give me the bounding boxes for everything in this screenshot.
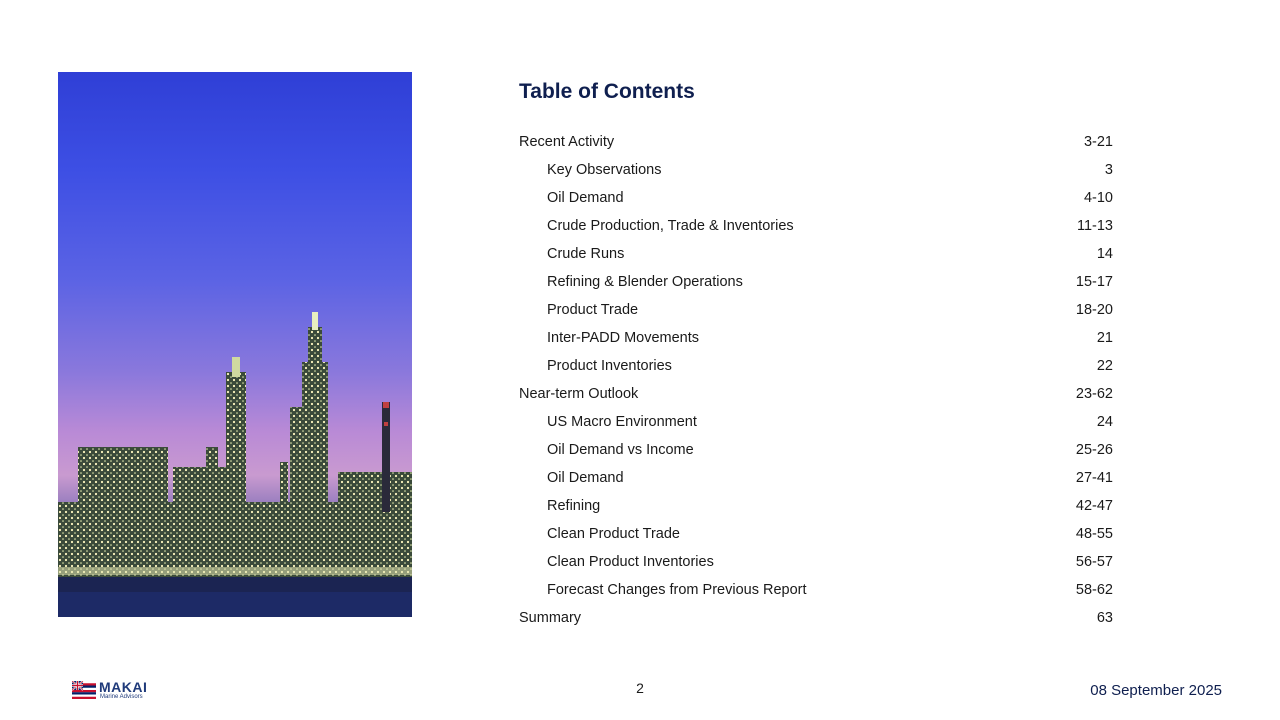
refinery-silhouette [58,72,412,617]
toc-entry [519,380,1113,408]
toc-entry-label: Forecast Changes from Previous Report [547,582,807,598]
toc-entry-page: 25-26 [1075,442,1113,458]
toc-entry [519,520,1113,548]
toc-entry-label: Refining & Blender Operations [547,274,743,290]
toc-entry-page: 18-20 [1075,302,1113,318]
toc-entry-page: 42-47 [1075,498,1113,514]
toc-entry-label: Near-term Outlook [519,386,639,402]
toc-entry [519,548,1113,576]
table-of-contents [519,128,1113,632]
toc-entry [519,268,1113,296]
toc-entry-page: 24 [1096,414,1113,430]
toc-entry-page: 21 [1096,330,1113,346]
toc-entry-page: 27-41 [1075,470,1113,486]
toc-entry [519,128,1113,156]
toc-entry [519,240,1113,268]
toc-entry [519,184,1113,212]
page-number: 2 [636,680,644,696]
refinery-photo [58,72,412,617]
toc-entry-label: Crude Production, Trade & Inventories [547,218,794,234]
logo-name: MAKAI [99,679,148,695]
toc-entry-page: 22 [1096,358,1113,374]
toc-entry-page: 3 [1104,162,1113,178]
toc-entry-label: Oil Demand [547,470,624,486]
toc-entry [519,296,1113,324]
toc-entry-label: Key Observations [547,162,662,178]
toc-entry-page: 15-17 [1075,274,1113,290]
toc-entry-page: 56-57 [1075,554,1113,570]
toc-entry-label: Oil Demand vs Income [547,442,694,458]
makai-logo [72,679,172,703]
toc-entry [519,408,1113,436]
toc-entry [519,436,1113,464]
toc-entry-label: Summary [519,610,582,626]
logo-subtitle: Marine Advisors [100,694,143,700]
toc-entry-label: Inter-PADD Movements [547,330,700,346]
toc-entry-label: Clean Product Inventories [547,554,714,570]
toc-entry-label: Crude Runs [547,246,625,262]
toc-entry-page: 23-62 [1075,386,1113,402]
toc-entry [519,156,1113,184]
toc-entry-label: Clean Product Trade [547,526,680,542]
toc-entry [519,324,1113,352]
toc-entry-page: 48-55 [1075,526,1113,542]
toc-entry-page: 63 [1096,610,1113,626]
toc-entry [519,604,1113,632]
toc-entry [519,464,1113,492]
toc-entry [519,492,1113,520]
toc-entry-page: 3-21 [1083,134,1113,150]
toc-entry-page: 11-13 [1076,218,1113,234]
toc-entry-label: Product Inventories [547,358,672,374]
toc-entry-page: 58-62 [1075,582,1113,598]
toc-entry-page: 14 [1096,246,1113,262]
report-date: 08 September 2025 [1090,682,1222,699]
toc-entry-label: Oil Demand [547,190,624,206]
toc-entry-page: 4-10 [1083,190,1113,206]
toc-entry-label: Recent Activity [519,134,615,150]
toc-entry [519,352,1113,380]
toc-entry-label: Product Trade [547,302,639,318]
toc-entry [519,212,1113,240]
toc-entry-label: US Macro Environment [547,414,697,430]
toc-entry [519,576,1113,604]
hawaii-flag-icon [72,681,96,699]
toc-entry-label: Refining [547,498,601,514]
toc-title: Table of Contents [519,80,695,103]
